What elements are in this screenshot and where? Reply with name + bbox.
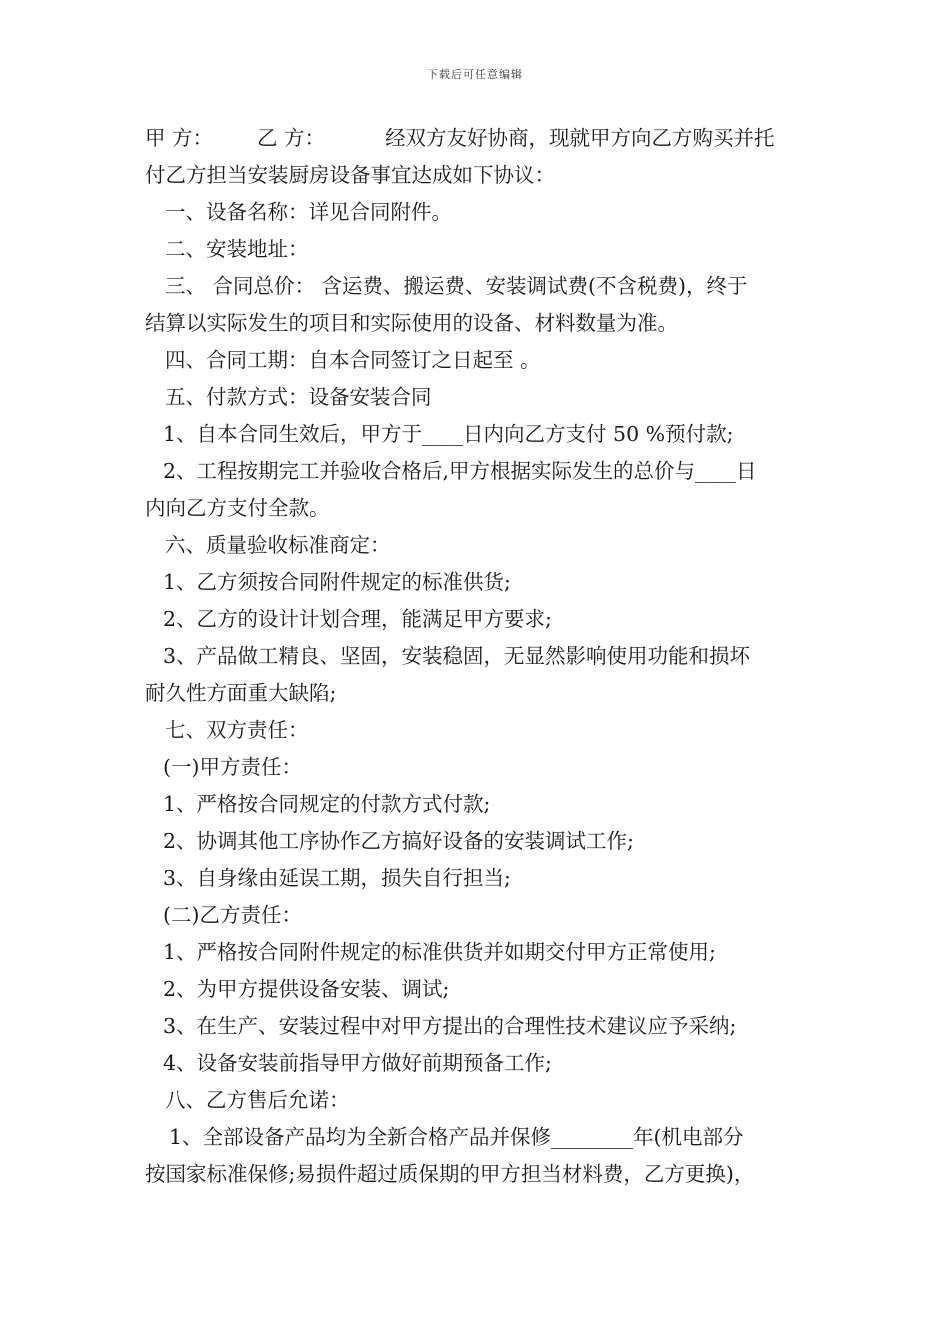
party-b-label: 乙 方：	[257, 126, 326, 150]
clause-8-item-1-line-1: 1、全部设备产品均为全新合格产品并保修________年(机电部分	[169, 1125, 744, 1149]
intro-line-2: 付乙方担当安装厨房设备事宜达成如下协议：	[145, 163, 555, 187]
clause-7-b-item-4: 4、设备安装前指导甲方做好前期预备工作;	[163, 1051, 552, 1075]
clause-7: 七、双方责任：	[165, 718, 309, 742]
intro-line-1	[145, 120, 810, 157]
clause-6-item-3-line-1: 3、产品做工精良、坚固，安装稳固，无显然影响使用功能和损坏	[163, 644, 751, 668]
page-header: 下载后可任意编辑	[427, 68, 523, 81]
party-a-label: 甲 方：	[145, 126, 214, 150]
clause-5-item-1: 1、自本合同生效后，甲方于____日内向乙方支付 50 %预付款;	[163, 422, 734, 446]
clause-6: 六、质量验收标准商定：	[165, 533, 391, 557]
clause-6-item-1: 1、乙方须按合同附件规定的标准供货;	[163, 570, 511, 594]
clause-7-b-item-1: 1、严格按合同附件规定的标准供货并如期交付甲方正常使用;	[163, 940, 716, 964]
clause-5: 五、付款方式：设备安装合同	[165, 385, 432, 409]
clause-8: 八、乙方售后允诺：	[165, 1088, 350, 1112]
clause-3-line-2: 结算以实际发生的项目和实际使用的设备、材料数量为准。	[145, 311, 678, 335]
clause-2: 二、安装地址：	[165, 237, 309, 261]
clause-5-item-2-line-1: 2、工程按期完工并验收合格后,甲方根据实际发生的总价与____日	[163, 459, 757, 483]
clause-6-item-2: 2、乙方的设计计划合理，能满足甲方要求;	[163, 607, 552, 631]
clause-7-part-a: (一)甲方责任：	[163, 755, 302, 779]
contract-body	[145, 120, 810, 1193]
clause-7-b-item-2: 2、为甲方提供设备安装、调试;	[163, 977, 450, 1001]
clause-3-line-1: 三、 合同总价： 含运费、搬运费、安装调试费(不含税费)，终于	[165, 274, 748, 298]
clause-7-part-b: (二)乙方责任：	[163, 903, 302, 927]
clause-7-a-item-3: 3、自身缘由延误工期，损失自行担当;	[163, 866, 511, 890]
clause-8-item-1-line-2: 按国家标准保修;易损件超过质保期的甲方担当材料费，乙方更换)，	[145, 1162, 755, 1186]
clause-4: 四、合同工期：自本合同签订之日起至 。	[165, 348, 541, 372]
clause-5-item-2-line-2: 内向乙方支付全款。	[145, 496, 330, 520]
clause-7-a-item-2: 2、协调其他工序协作乙方搞好设备的安装调试工作;	[163, 829, 634, 853]
clause-7-a-item-1: 1、严格按合同规定的付款方式付款;	[163, 792, 491, 816]
clause-6-item-3-line-2: 耐久性方面重大缺陷;	[145, 681, 337, 705]
clause-1: 一、设备名称：详见合同附件。	[165, 200, 452, 224]
clause-7-b-item-3: 3、在生产、安装过程中对甲方提出的合理性技术建议应予采纳;	[163, 1014, 737, 1038]
intro-text-1: 经双方友好协商，现就甲方向乙方购买并托	[385, 126, 775, 150]
